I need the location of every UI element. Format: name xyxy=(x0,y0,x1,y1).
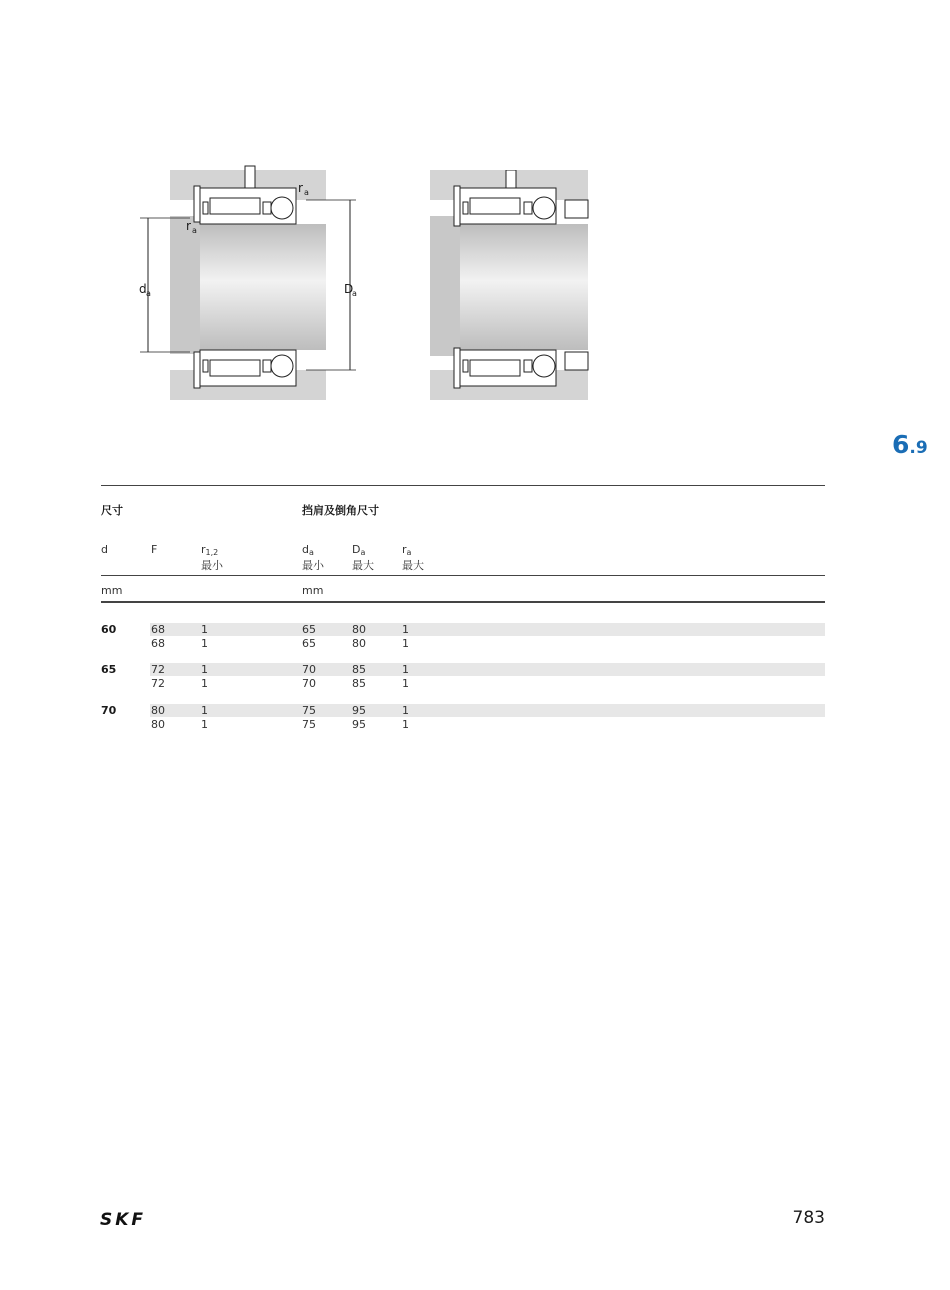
cell-r12: 1 xyxy=(201,718,208,731)
mounting-drawing-right xyxy=(430,170,590,402)
cell-da: 65 xyxy=(302,623,316,636)
Da-label-sub: a xyxy=(352,289,357,298)
da-label: d xyxy=(139,282,147,296)
ra-label-top: r xyxy=(298,181,303,195)
cell-da: 70 xyxy=(302,677,316,690)
unit-left: mm xyxy=(101,584,123,597)
cell-r12: 1 xyxy=(201,637,208,650)
section-number xyxy=(892,430,928,459)
cell-Da: 85 xyxy=(352,663,366,676)
header-rule xyxy=(101,575,825,576)
cell-Da: 95 xyxy=(352,718,366,731)
cell-F: 80 xyxy=(151,704,165,717)
cell-F: 72 xyxy=(151,677,165,690)
page-number: 783 xyxy=(792,1208,825,1228)
cell-da: 70 xyxy=(302,663,316,676)
cell-ra: 1 xyxy=(402,623,409,636)
row-stripe xyxy=(150,663,825,676)
da-label-sub: a xyxy=(146,289,151,298)
cell-ra: 1 xyxy=(402,718,409,731)
cell-F: 68 xyxy=(151,637,165,650)
col-header-d: d xyxy=(101,543,108,556)
group-header-abutment: 挡肩及倒角尺寸 xyxy=(302,504,379,517)
cell-r12: 1 xyxy=(201,663,208,676)
ra-label-left-sub: a xyxy=(192,226,197,235)
skf-logo-text: SKF xyxy=(100,1210,147,1228)
table-top-rule xyxy=(101,485,825,486)
row-stripe xyxy=(150,704,825,717)
cell-da: 75 xyxy=(302,718,316,731)
cell-F: 80 xyxy=(151,718,165,731)
skf-logo xyxy=(100,1210,162,1228)
row-stripe xyxy=(150,623,825,636)
cell-r12: 1 xyxy=(201,677,208,690)
cell-Da: 80 xyxy=(352,623,366,636)
cell-F: 68 xyxy=(151,623,165,636)
group-d: 60 xyxy=(101,623,117,636)
unit-rule xyxy=(101,601,825,603)
section-minor: .9 xyxy=(909,438,928,458)
section-major: 6 xyxy=(892,430,910,459)
unit-right: mm xyxy=(302,584,324,597)
cell-ra: 1 xyxy=(402,637,409,650)
Da-label: D xyxy=(344,282,354,296)
col-header-F: F xyxy=(151,543,158,556)
cell-da: 65 xyxy=(302,637,316,650)
ra-label-top-sub: a xyxy=(304,188,309,197)
group-d: 70 xyxy=(101,704,117,717)
col-header-r12: $r_{1,2}$ 最小 xyxy=(201,543,223,572)
group-header-dimensions: 尺寸 xyxy=(101,504,123,517)
ra-label-left: r xyxy=(186,219,191,233)
col-header-da: $d_a$ 最小 xyxy=(302,543,324,572)
cell-ra: 1 xyxy=(402,704,409,717)
cell-ra: 1 xyxy=(402,677,409,690)
col-header-Da: $D_a$ 最大 xyxy=(352,543,374,572)
cell-r12: 1 xyxy=(201,623,208,636)
cell-ra: 1 xyxy=(402,663,409,676)
cell-Da: 95 xyxy=(352,704,366,717)
cell-Da: 85 xyxy=(352,677,366,690)
group-d: 65 xyxy=(101,663,117,676)
cell-Da: 80 xyxy=(352,637,366,650)
mounting-drawing-left xyxy=(130,160,360,410)
cell-da: 75 xyxy=(302,704,316,717)
col-header-ra: $r_a$ 最大 xyxy=(402,543,424,572)
cell-r12: 1 xyxy=(201,704,208,717)
cell-F: 72 xyxy=(151,663,165,676)
